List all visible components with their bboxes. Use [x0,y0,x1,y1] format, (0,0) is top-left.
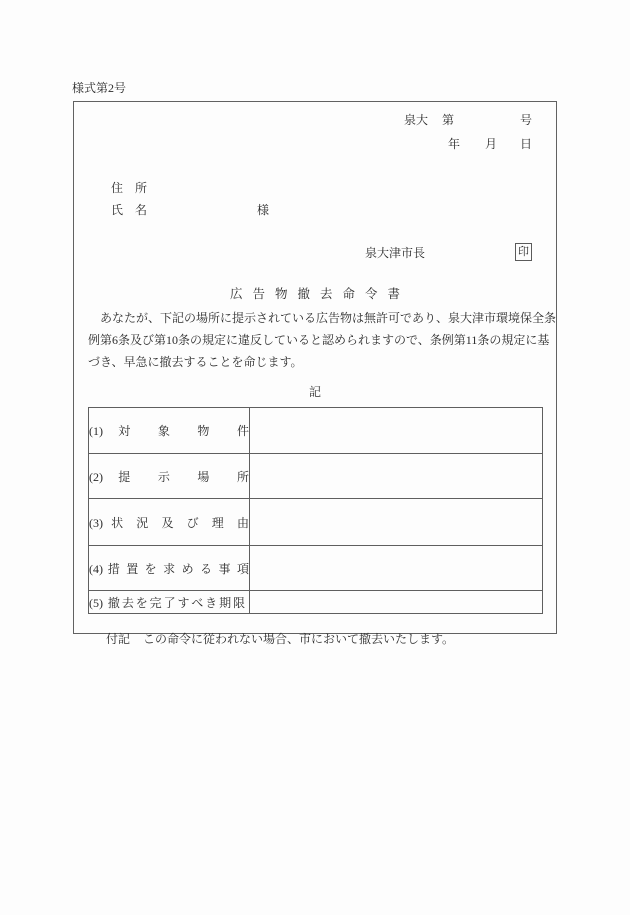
body-paragraph [88,307,557,373]
row-label-cell: (3) 状 況 及 び 理 由 [89,499,250,546]
row-value-cell [250,454,543,499]
doc-number-go: 号 [520,113,533,127]
row-label-cell: (4) 措 置 を 求 め る 事 項 [89,546,250,591]
form-number-label: 様式第2号 [72,81,127,95]
row-label-cell: (1) 対 象 物 件 [89,408,250,454]
row-label-cell: (2) 提 示 場 所 [89,454,250,499]
doc-number-dai: 第 [442,113,455,127]
table-row-2 [89,454,543,499]
body-line: 例第6条及び第10条の規定に違反していると認められますので、条例第11条の規定に基 [88,333,550,347]
table-row-5 [89,591,543,614]
row-value-cell [250,408,543,454]
row-label-cell: (5) 撤去を完了すべき期限 [89,591,250,614]
address-label: 住 所 [111,181,148,195]
footnote-text: この命令に従われない場合、市において撤去いたします。 [143,632,455,646]
footnote [88,615,454,663]
table-row-4 [89,546,543,591]
seal-mark: 印 [515,243,532,261]
order-table [88,407,543,614]
name-label: 氏 名 [111,203,148,217]
date-month-label: 月 [485,137,498,151]
date-year-label: 年 [448,137,461,151]
body-line: づき、早急に撤去することを命じます。 [88,355,303,369]
document-title: 広告物撤去命令書 [229,287,410,301]
document-frame [73,101,557,646]
footnote-label: 付記 [106,632,131,646]
table-row-3 [89,499,543,546]
issuer-title: 泉大津市長 [365,246,426,260]
honorific-label: 様 [257,203,270,217]
section-mark: 記 [308,385,321,399]
row-value-cell [250,546,543,591]
body-line: あなたが、下記の場所に提示されている広告物は無許可であり、泉大津市環境保全条 [100,311,557,325]
doc-number-prefix: 泉大 [404,113,429,127]
row-value-cell [250,499,543,546]
date-day-label: 日 [520,137,533,151]
row-value-cell [250,591,543,614]
table-row-1 [89,408,543,454]
